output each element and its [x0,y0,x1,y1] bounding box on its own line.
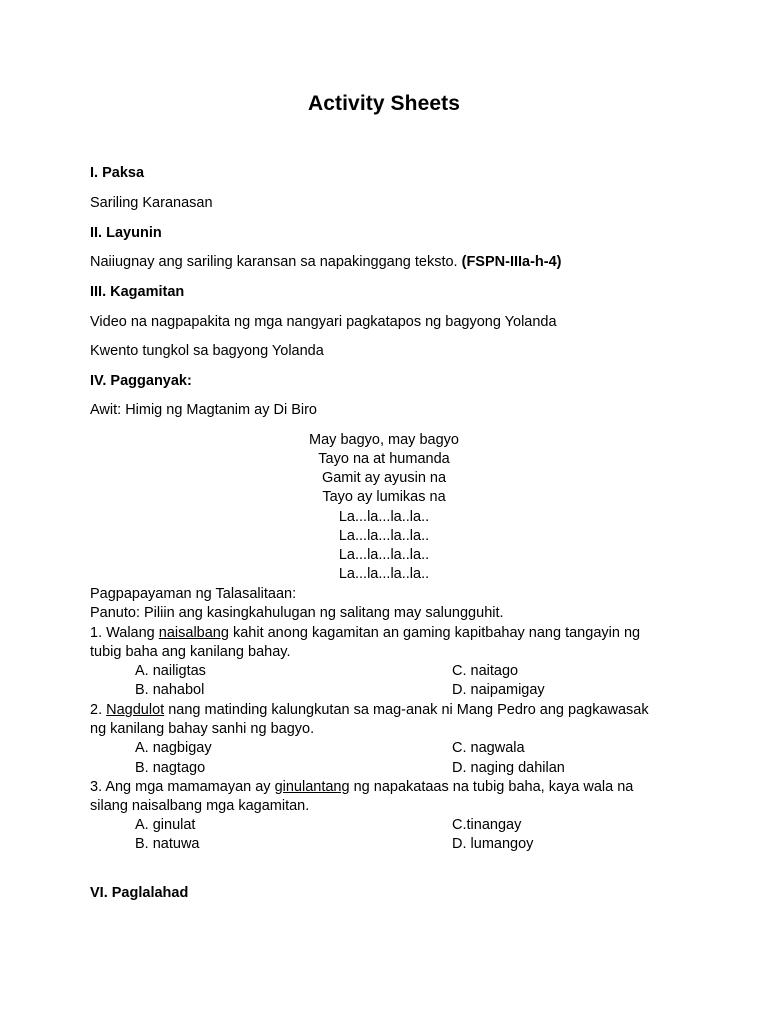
layunin-text-line [90,253,562,272]
question-text: 2. [90,702,107,718]
question-2-line-1 [90,701,649,720]
song-line: La...la...la..la.. [338,528,430,544]
question-2-option-d: D. naging dahilan [452,760,565,776]
talasalitaan-instruction: Panuto: Piliin ang kasingkahulugan ng salitang may salungguhit. [90,605,504,621]
question-2-option-a: A. nagbigay [135,740,212,756]
question-1-option-b: B. nahabol [135,682,205,698]
question-1-line-2: tubig baha ang kanilang bahay. [90,644,291,660]
section-heading-pagganyak: IV. Pagganyak: [90,373,192,389]
section-heading-paglalahad: VI. Paglalahad [90,885,189,901]
question-3-option-d: D. lumangoy [452,836,534,852]
question-3-option-c: C.tinangay [452,817,522,833]
underlined-word: naisalbang [158,625,229,641]
song-line: Tayo na at humanda [318,451,450,467]
kagamitan-item: Kwento tungkol sa bagyong Yolanda [90,343,324,359]
question-2-option-c: C. nagwala [452,740,525,756]
song-line: Tayo ay lumikas na [322,489,446,505]
question-3-line-1 [90,778,633,797]
layunin-text: Naiiugnay ang sariling karansan sa napakinggang teksto. [90,254,458,270]
song-line: La...la...la..la.. [338,547,430,563]
section-heading-kagamitan: III. Kagamitan [90,284,185,300]
question-text: 1. Walang [90,625,159,641]
question-1-option-d: D. naipamigay [452,682,545,698]
underlined-word: ginulantang [274,779,350,795]
question-2-line-2: ng kanilang bahay sanhi ng bagyo. [90,721,315,737]
underlined-word: Nagdulot [106,702,165,718]
paksa-text: Sariling Karanasan [90,195,213,211]
question-text: kahit anong kagamitan an gaming kapitbahay nang tangayin ng [228,625,641,641]
song-line: May bagyo, may bagyo [309,432,459,448]
talasalitaan-heading: Pagpapayaman ng Talasalitaan: [90,586,297,602]
song-line: La...la...la..la.. [338,509,430,525]
question-3-line-2: silang naisalbang mga kagamitan. [90,798,310,814]
question-text: nang matinding kalungkutan sa mag-anak ni Mang Pedro ang pagkawasak [164,702,649,718]
question-2-option-b: B. nagtago [135,760,206,776]
question-1-line-1 [90,624,640,643]
document-title: Activity Sheets [307,92,461,115]
question-1-option-a: A. nailigtas [135,663,206,679]
question-3-option-a: A. ginulat [135,817,196,833]
question-text: 3. Ang mga mamamayan ay [90,779,275,795]
song-intro: Awit: Himig ng Magtanim ay Di Biro [90,402,317,418]
song-line: La...la...la..la.. [338,566,430,582]
question-text: ng napakataas na tubig baha, kaya wala na [349,779,634,795]
section-heading-paksa: I. Paksa [90,165,145,181]
kagamitan-item: Video na nagpapakita ng mga nangyari pagkatapos ng bagyong Yolanda [90,314,557,330]
question-1-option-c: C. naitago [452,663,519,679]
question-3-option-b: B. natuwa [135,836,200,852]
layunin-code: (FSPN-IIIa-h-4) [461,254,562,270]
song-line: Gamit ay ayusin na [321,470,447,486]
section-heading-layunin: II. Layunin [90,225,162,241]
